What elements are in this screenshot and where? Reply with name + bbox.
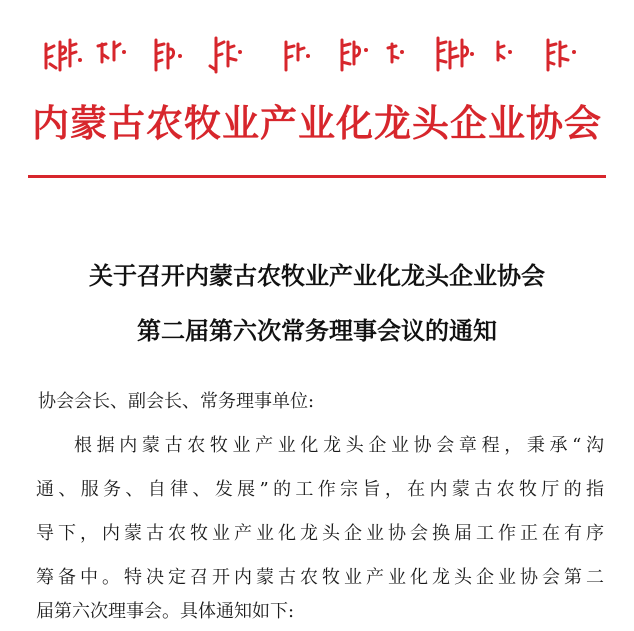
paragraph-line: 根据内蒙古农牧业产业化龙头企业协会章程，秉承“沟 (74, 435, 604, 456)
notice-title-line-1: 关于召开内蒙古农牧业产业化龙头企业协会 (89, 261, 545, 290)
paragraph-line: 筹备中。特决定召开内蒙古农牧业产业化龙头企业协会第二 (36, 567, 604, 588)
salutation: 协会会长、副会长、常务理事单位: (38, 391, 315, 412)
organization-name-heading: 内蒙古农牧业产业化龙头企业协会 (32, 101, 602, 145)
notice-title-line-2: 第二届第六次常务理事会议的通知 (137, 316, 497, 345)
red-divider-rule (28, 175, 606, 178)
paragraph-line: 导下，内蒙古农牧业产业化龙头企业协会换届工作正在有序 (36, 523, 604, 544)
paragraph-line: 通、服务、自律、发展”的工作宗旨，在内蒙古农牧厅的指 (36, 479, 604, 500)
paragraph-line: 届第六次理事会。具体通知如下: (36, 601, 295, 622)
mongolian-script-logo (40, 30, 580, 74)
mongolian-script-graphic (40, 30, 580, 74)
